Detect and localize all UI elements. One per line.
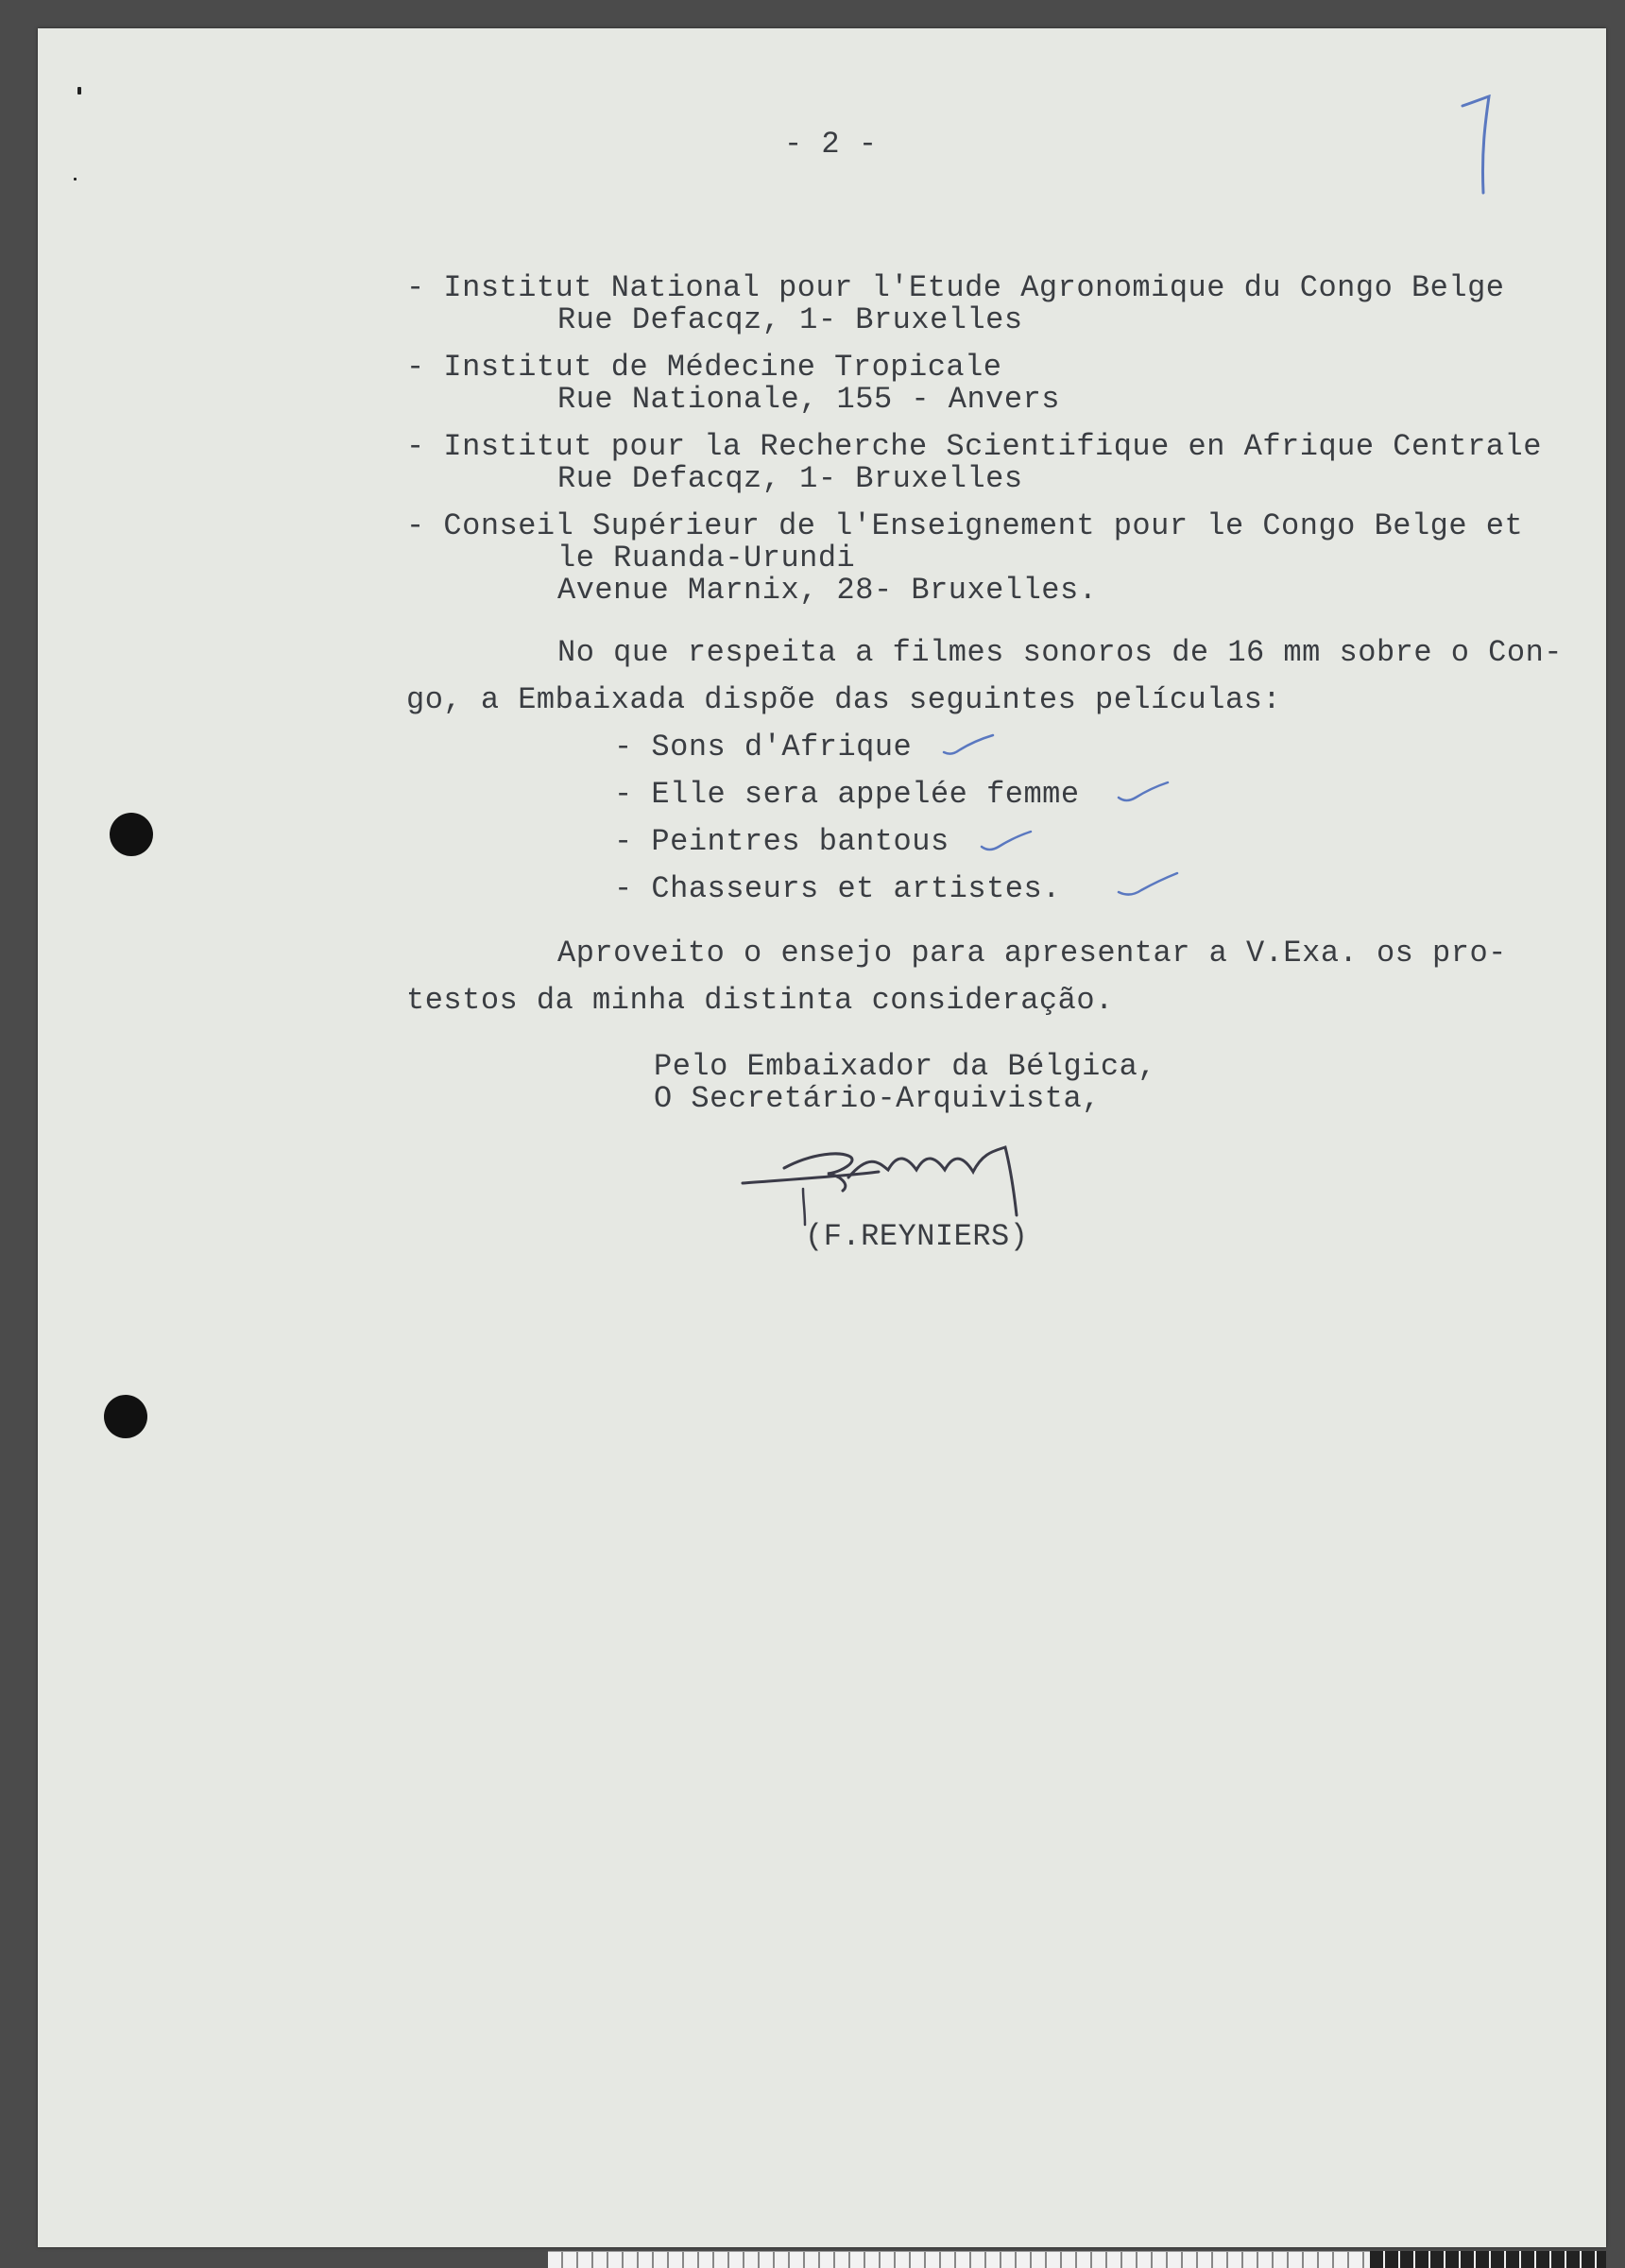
- film-item: - Elle sera appelée femme: [614, 777, 1080, 812]
- check-mark: [978, 828, 1035, 856]
- closing-line: testos da minha distinta consideração.: [406, 983, 1114, 1018]
- institution-name: - Institut National pour l'Etude Agronomique du Congo Belge: [406, 270, 1505, 305]
- scale-ruler-dark: [1370, 2251, 1606, 2268]
- signature-title: O Secretário-Arquivista,: [654, 1081, 1101, 1116]
- handwritten-signature: [737, 1125, 1058, 1228]
- check-mark: [940, 731, 997, 760]
- council-line: le Ruanda-Urundi: [557, 541, 856, 576]
- punch-hole: [104, 1395, 147, 1438]
- signature-title: Pelo Embaixador da Bélgica,: [654, 1049, 1156, 1084]
- check-mark: [1115, 869, 1181, 902]
- speck: [77, 87, 81, 94]
- council-line: - Conseil Supérieur de l'Enseignement pour le Congo Belge et: [406, 508, 1524, 543]
- institution-address: Rue Defacqz, 1- Bruxelles: [557, 461, 1023, 496]
- punch-hole: [110, 813, 153, 856]
- film-item: - Chasseurs et artistes.: [614, 871, 1061, 906]
- check-mark: [1115, 779, 1172, 807]
- institution-name: - Institut pour la Recherche Scientifique en Afrique Centrale: [406, 429, 1542, 464]
- film-item: - Peintres bantous: [614, 824, 949, 859]
- page-number: - 2 -: [784, 127, 878, 162]
- paragraph-line: No que respeita a filmes sonoros de 16 mm sobre o Con-: [557, 635, 1563, 670]
- council-address: Avenue Marnix, 28- Bruxelles.: [557, 573, 1098, 608]
- speck: [74, 178, 77, 180]
- signatory-name: (F.REYNIERS): [805, 1219, 1029, 1254]
- closing-line: Aproveito o ensejo para apresentar a V.Exa. os pro-: [557, 936, 1507, 971]
- film-item: - Sons d'Afrique: [614, 730, 913, 765]
- institution-address: Rue Nationale, 155 - Anvers: [557, 382, 1060, 417]
- paper-sheet: [38, 28, 1606, 2247]
- institution-address: Rue Defacqz, 1- Bruxelles: [557, 302, 1023, 337]
- folio-number-mark: [1455, 94, 1512, 198]
- paragraph-line: go, a Embaixada dispõe das seguintes películas:: [406, 682, 1282, 717]
- institution-name: - Institut de Médecine Tropicale: [406, 350, 1002, 385]
